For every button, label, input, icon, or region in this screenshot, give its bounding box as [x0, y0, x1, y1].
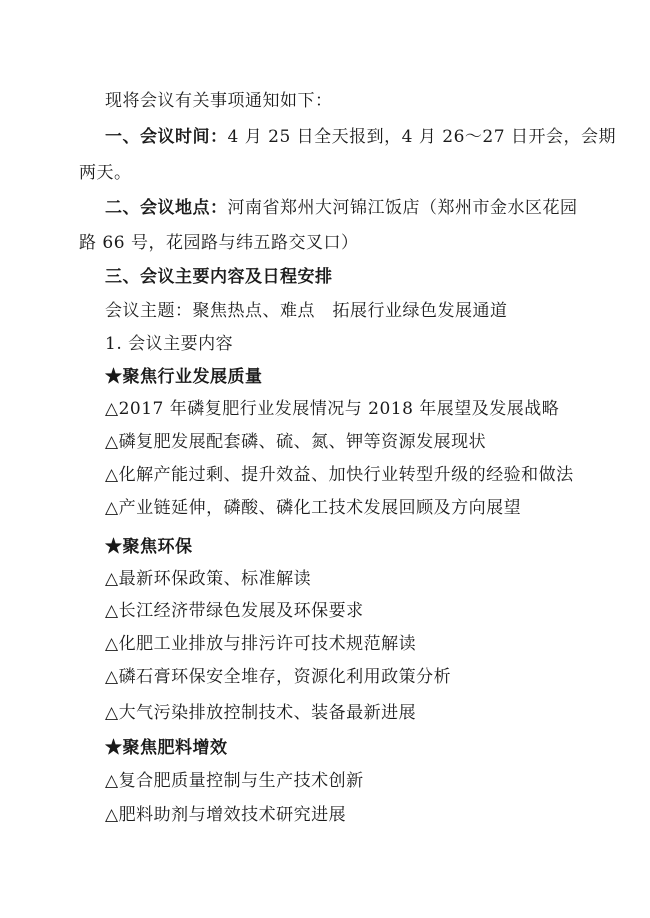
content-subheading: 1. 会议主要内容 [105, 334, 234, 354]
section-time-text: 4 月 25 日全天报到，4 月 26～27 日开会，会期 [227, 127, 616, 147]
list-item-focus-quality: ★聚焦行业发展质量 [105, 367, 263, 387]
list-item: △磷石膏环保安全堆存，资源化利用政策分析 [105, 667, 452, 687]
list-item: △化肥工业排放与排污许可技术规范解读 [105, 634, 417, 654]
section-venue [105, 197, 578, 219]
meeting-theme: 会议主题：聚焦热点、难点 拓展行业绿色发展通道 [105, 301, 508, 321]
section-venue-heading: 二、会议地点： [105, 198, 228, 218]
list-item: △磷复肥发展配套磷、硫、氮、钾等资源发展现状 [105, 432, 487, 452]
list-item-focus-environment: ★聚焦环保 [105, 537, 193, 557]
section-time-heading: 一、会议时间： [105, 127, 228, 147]
list-item: △2017 年磷复肥行业发展情况与 2018 年展望及发展战略 [105, 399, 560, 419]
section-content-heading: 三、会议主要内容及日程安排 [105, 267, 333, 287]
list-item: △复合肥质量控制与生产技术创新 [105, 771, 364, 791]
list-item: △大气污染排放控制技术、装备最新进展 [105, 703, 417, 723]
list-item: △肥料助剂与增效技术研究进展 [105, 805, 347, 825]
section-venue-continuation: 路 66 号，花园路与纬五路交叉口） [79, 233, 359, 253]
list-item: △最新环保政策、标准解读 [105, 569, 312, 589]
list-item: △长江经济带绿色发展及环保要求 [105, 601, 364, 621]
intro-text: 现将会议有关事项通知如下： [105, 91, 333, 111]
section-time [105, 126, 616, 148]
list-item: △化解产能过剩、提升效益、加快行业转型升级的经验和做法 [105, 465, 574, 485]
list-item: △产业链延伸，磷酸、磷化工技术发展回顾及方向展望 [105, 498, 522, 518]
section-venue-text: 河南省郑州大河锦江饭店（郑州市金水区花园 [227, 198, 578, 218]
section-time-continuation: 两天。 [79, 163, 132, 183]
list-item-focus-fertilizer: ★聚焦肥料增效 [105, 738, 228, 758]
